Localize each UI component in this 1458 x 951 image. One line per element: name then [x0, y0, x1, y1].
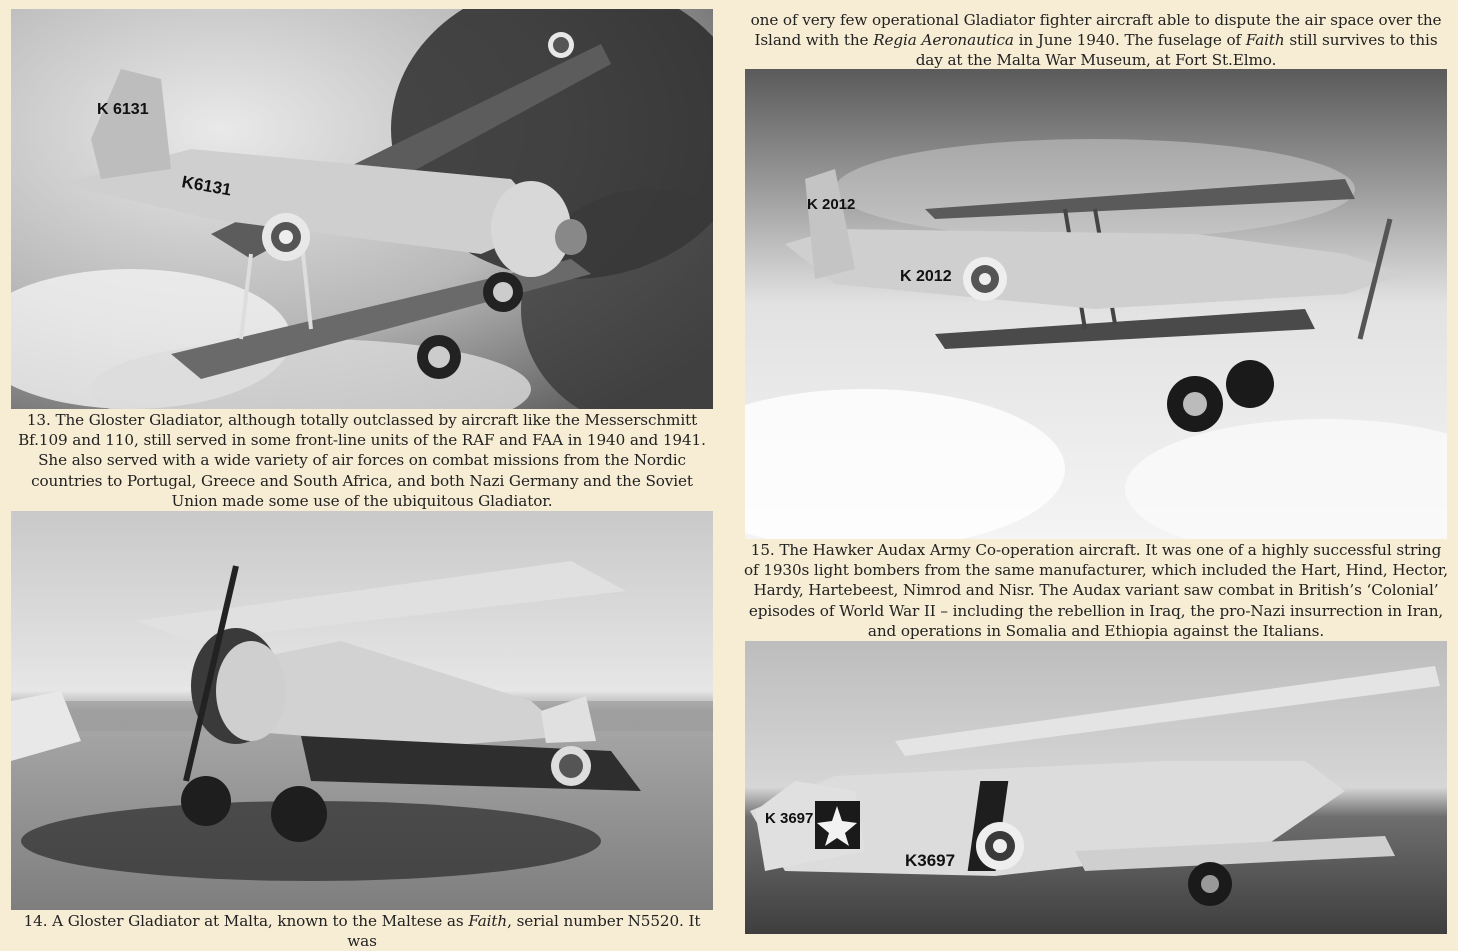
fuselage-serial: K3697 [905, 851, 956, 870]
fin-serial: K 3697 [765, 810, 814, 827]
photo-gladiator-in-flight [11, 9, 713, 409]
photo-hawker-audax-flight [745, 69, 1447, 539]
fin-serial: K 6131 [97, 101, 149, 118]
caption-13: 13. The Gloster Gladiator, although totally outclassed by aircraft like the Messerschmitt Bf.109 and 110, still served in some front-line units of the RAF and FAA in 1940 and 1941. She also served with a wide variety of air forces on combat missions from the Nordic countries to Portugal, Greece and South Africa, and both Nazi Germany and the Soviet Union made some use of the ubiquitous Gladiator. [18, 411, 706, 510]
caption-14-continued: one of very few operational Gladiator fighter aircraft able to dispute the air space over the Island with the Regia Aeronautica in June 1940. The fuselage of Faith still survives to this day at the Malta War Museum, at Fort St.Elmo. [750, 11, 1442, 70]
photo-hawker-ground [745, 641, 1447, 934]
caption-14: 14. A Gloster Gladiator at Malta, known to the Maltese as Faith, serial number N5520. It was [23, 912, 701, 951]
fuselage-serial: K 2012 [900, 268, 952, 285]
photo-gladiator-malta [11, 511, 713, 910]
fin-serial: K 2012 [807, 196, 856, 213]
caption-15: 15. The Hawker Audax Army Co-operation aircraft. It was one of a highly successful string of 1930s light bombers from the same manufacturer, which included the Hart, Hind, Hector, Hardy, Hartebeest, Nimrod and Nisr. The Audax variant saw combat in British’s ‘Colonial’ episodes of World War II – including the rebellion in Iraq, the pro-Nazi insurrection in Iran, and operations in Somalia and Ethiopia against the Italians. [743, 541, 1449, 640]
fuselage-serial: K6131 [180, 172, 233, 200]
